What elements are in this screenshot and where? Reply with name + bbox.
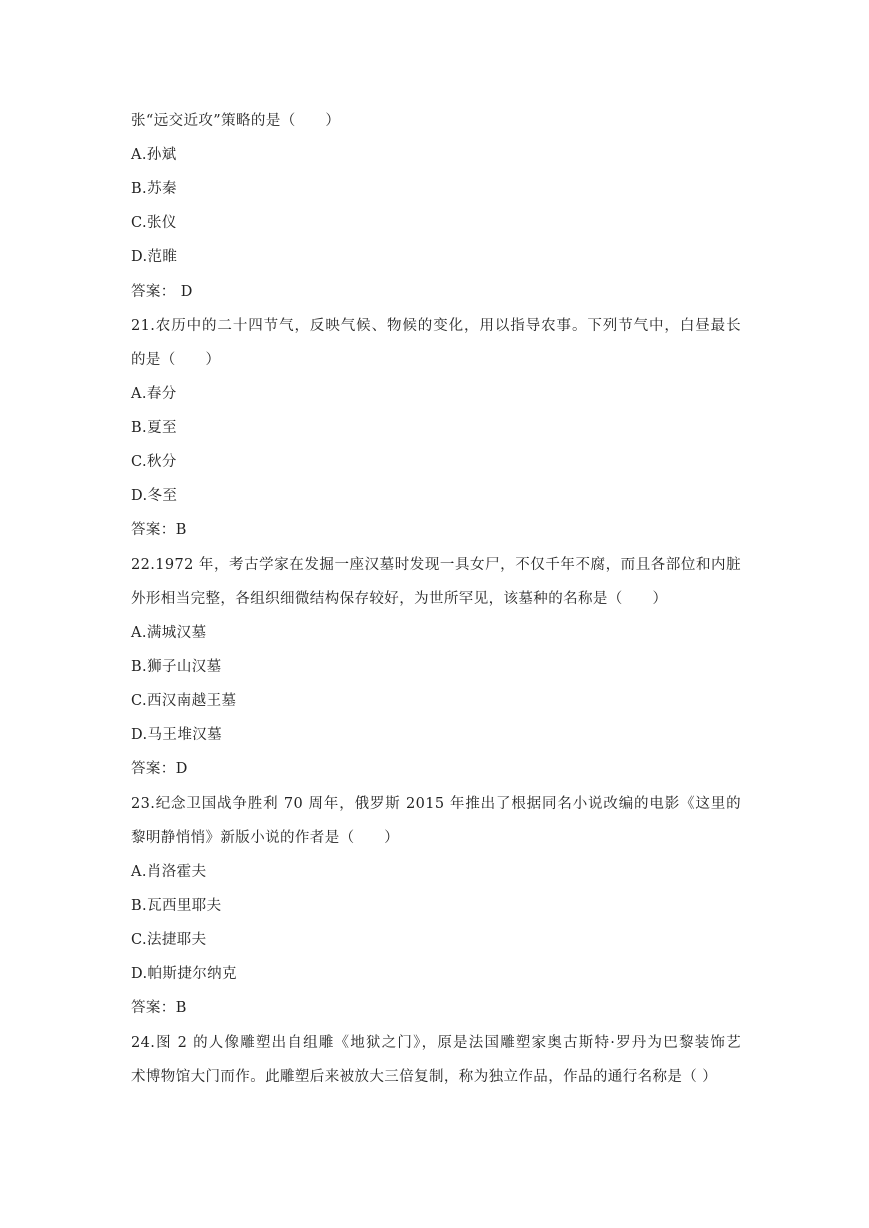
answer-line: 答案： D (131, 284, 193, 300)
option-b: B.苏秦 (131, 181, 177, 197)
question-text-line: 术博物馆大门而作。此雕塑后来被放大三倍复制，称为独立作品，作品的通行名称是（ ） (131, 1069, 718, 1085)
option-a: A.肖洛霍夫 (131, 864, 207, 880)
option-d: D.帕斯捷尔纳克 (131, 966, 237, 982)
answer-line: 答案：D (131, 761, 188, 777)
question-text-line: 23.纪念卫国战争胜利 70 周年，俄罗斯 2015 年推出了根据同名小说改编的电影《这里的 (131, 796, 741, 812)
question-text-line: 张“远交近攻”策略的是（ ） (131, 113, 341, 129)
question-text-line: 21.农历中的二十四节气，反映气候、物候的变化，用以指导农事。下列节气中，白昼最长 (131, 318, 741, 334)
option-d: D.冬至 (131, 488, 178, 504)
question-text-line: 外形相当完整，各组织细微结构保存较好，为世所罕见，该墓种的名称是（ ） (131, 591, 668, 607)
option-b: B.夏至 (131, 420, 177, 436)
answer-line: 答案：B (131, 1000, 187, 1016)
question-text-line: 24.图 2 的人像雕塑出自组雕《地狱之门》，原是法国雕塑家奥古斯特·罗丹为巴黎装饰艺 (131, 1035, 741, 1051)
option-c: C.张仪 (131, 215, 177, 231)
option-c: C.法捷耶夫 (131, 932, 207, 948)
option-c: C.西汉南越王墓 (131, 693, 237, 709)
answer-line: 答案：B (131, 522, 187, 538)
option-d: D.范睢 (131, 249, 178, 265)
option-d: D.马王堆汉墓 (131, 727, 223, 743)
question-text-line: 22.1972 年，考古学家在发掘一座汉墓时发现一具女尸，不仅千年不腐，而且各部位和内脏 (131, 557, 741, 573)
option-b: B.瓦西里耶夫 (131, 898, 222, 914)
option-c: C.秋分 (131, 454, 177, 470)
option-a: A.春分 (131, 386, 177, 402)
option-b: B.狮子山汉墓 (131, 659, 222, 675)
option-a: A.满城汉墓 (131, 625, 207, 641)
question-text-line: 黎明静悄悄》新版小说的作者是（ ） (131, 830, 400, 846)
option-a: A.孙斌 (131, 147, 177, 163)
question-text-line: 的是（ ） (131, 352, 221, 368)
